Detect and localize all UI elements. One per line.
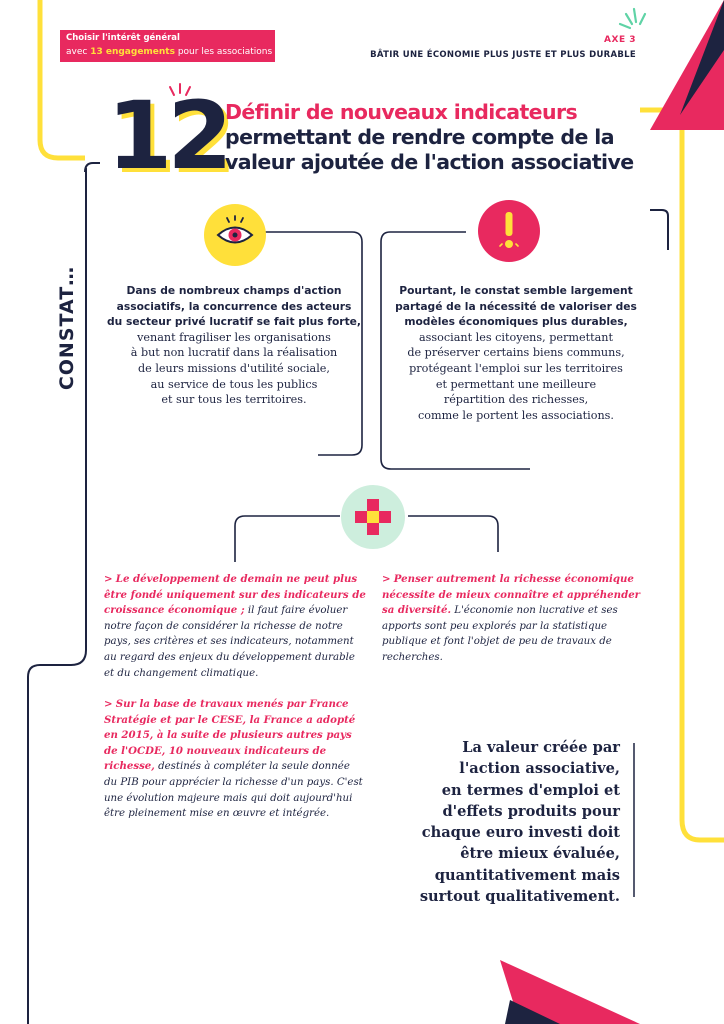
left-bold-1: Dans de nombreux champs d'action: [126, 284, 342, 297]
right-line-4: associant les citoyens, permettant: [419, 330, 613, 344]
bullet-marker: >: [104, 573, 113, 585]
right-line-7: et permettant une meilleure: [435, 377, 597, 391]
tag-line-1: Choisir l'intérêt général: [66, 33, 180, 43]
eye-icon: [204, 204, 266, 266]
right-bold-2: partagé de la nécessité de valoriser des: [395, 299, 637, 313]
left-line-6: de leurs missions d'utilité sociale,: [138, 361, 330, 375]
engagement-number: 12: [107, 82, 228, 191]
pull-quote: La valeur créée par l'action associative, en termes d'emploi et d'effets produits pour chaque euro investi doit être mieux évaluée, quantitativement mais surtout qualitativement.: [419, 739, 620, 906]
left-line-8: et sur tous les territoires.: [161, 393, 307, 407]
right-line-5: de préserver certains biens communs,: [407, 346, 625, 360]
bullet-left-2: > Sur la base de travaux menés par France Stratégie et par le CESE, la France a adopté en 2015, à la suite de plusieurs autres pays de l'OCDE, 10 nouveaux indicateurs de richesse, destinés à compléter la seule donnée du PIB pour apprécier la richesse d'un pays. C'est une évolution majeure mais qui doit aujourd'hui être pleinement mise en œuvre et intégrée.: [104, 698, 363, 820]
section-label: CONSTAT…: [56, 265, 78, 391]
right-line-8: répartition des richesses,: [443, 393, 589, 407]
engagements-highlight: 13 engagements: [90, 47, 175, 57]
left-line-4: venant fragiliser les organisations: [137, 330, 331, 344]
right-line-6: protégeant l'emploi sur les territoires: [409, 361, 623, 375]
axe-label: AXE 3: [604, 35, 636, 45]
title-line-1: Définir de nouveaux indicateurs: [225, 100, 578, 124]
bullet-right-1: > Penser autrement la richesse économique nécessite de mieux connaître et appréhender sa diversité. L'économie non lucrative et ses apports sont peu explorés par la statistique publique et font l'objet de peu de travaux de recherches.: [382, 573, 641, 663]
constat-right-text: [380, 283, 652, 423]
left-line-7: au service de tous les publics: [150, 377, 318, 391]
constat-left-text: [100, 283, 368, 408]
plus-icon: [341, 485, 405, 549]
tag-line-2: avec 13 engagements pour les associations: [66, 47, 273, 57]
left-bold-2: associatifs, la concurrence des acteurs: [116, 299, 352, 313]
title-line-3: valeur ajoutée de l'action associative: [225, 150, 634, 174]
bullet-left-1: > Le développement de demain ne peut plus être fondé uniquement sur des indicateurs de croissance économique ; il faut faire évoluer notre façon de considérer la richesse de notre pays, ses critères et ses indicateurs, notamment au regard des enjeux du développement durable et du changement climatique.: [104, 573, 366, 679]
document-tag: [60, 30, 275, 62]
exclamation-icon: [478, 200, 540, 262]
right-bold-1: Pourtant, le constat semble largement: [399, 284, 633, 297]
left-bold-3: du secteur privé lucratif se fait plus forte,: [106, 315, 361, 329]
bullet-marker: >: [104, 698, 113, 710]
right-bold-3: modèles économiques plus durables,: [404, 315, 628, 329]
title-line-2: permettant de rendre compte de la: [225, 125, 614, 149]
left-line-5: à but non lucratif dans la réalisation: [130, 346, 338, 360]
right-line-9: comme le portent les associations.: [418, 408, 614, 422]
axe-title: BÂTIR UNE ÉCONOMIE PLUS JUSTE ET PLUS DURABLE: [370, 50, 636, 60]
bullet-marker: >: [382, 573, 391, 585]
page-title: [225, 100, 634, 175]
